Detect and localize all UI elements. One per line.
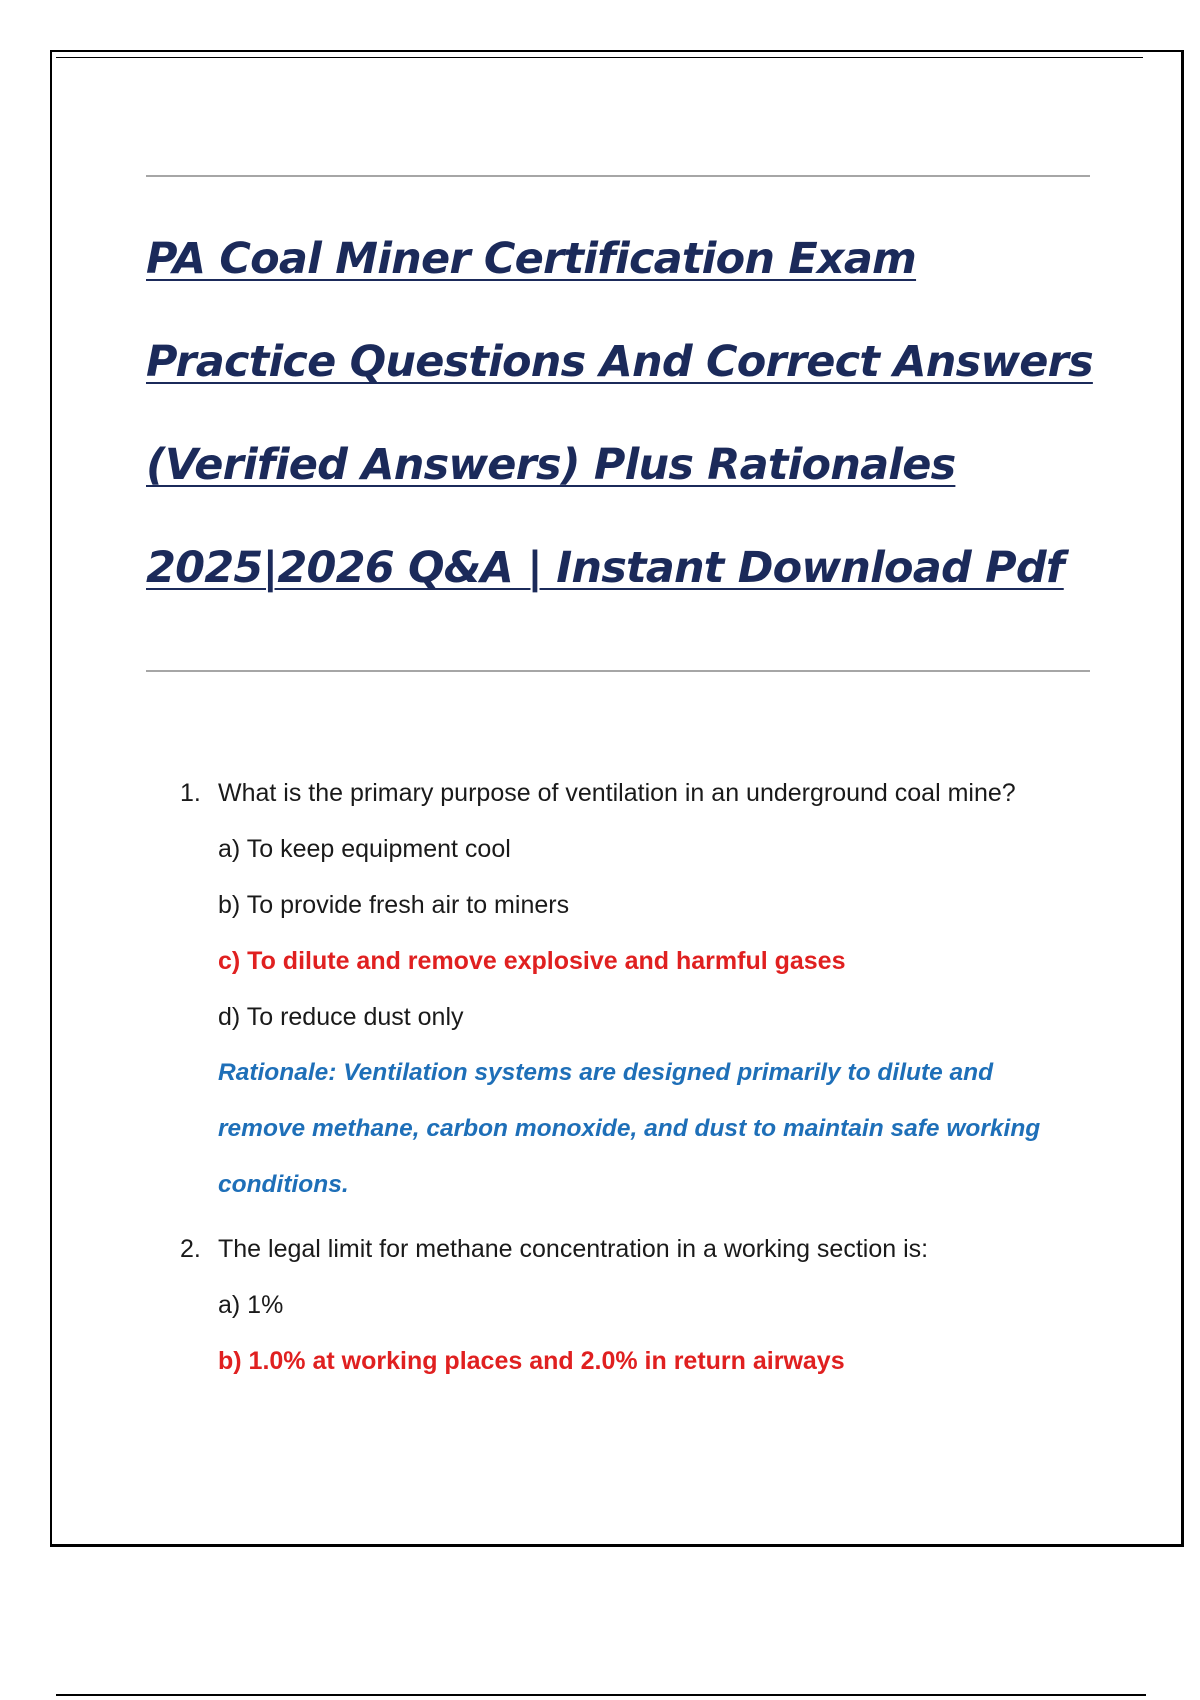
title-line-2: Practice Questions And Correct Answers <box>146 337 1093 387</box>
option-b: b) To provide fresh air to miners <box>218 891 570 919</box>
option-d: d) To reduce dust only <box>218 1003 464 1031</box>
next-page-border <box>56 1694 1146 1696</box>
option-b-correct: b) 1.0% at working places and 2.0% in return airways <box>218 1347 845 1375</box>
question-text: The legal limit for methane concentration in a working section is: <box>218 1235 929 1263</box>
question-1 <box>180 765 1080 1213</box>
title-line-3: (Verified Answers) Plus Rationales <box>146 440 956 490</box>
option-a: a) To keep equipment cool <box>218 835 511 863</box>
option-a: a) 1% <box>218 1291 284 1319</box>
question-text: What is the primary purpose of ventilation in an underground coal mine? <box>218 779 1016 807</box>
question-number: 2. <box>180 1235 201 1263</box>
title-line-4: 2025|2026 Q&A | Instant Download Pdf <box>146 543 1064 593</box>
page-border-inner-line <box>56 57 1143 58</box>
document-title <box>146 208 1106 620</box>
title-bottom-rule <box>146 670 1090 672</box>
question-2 <box>180 1221 1080 1389</box>
title-line-1: PA Coal Miner Certification Exam <box>146 234 917 284</box>
question-number: 1. <box>180 779 201 807</box>
title-top-rule <box>146 175 1090 177</box>
rationale: Rationale: Ventilation systems are designed primarily to dilute and remove methane, carbon monoxide, and dust to maintain safe working conditions. <box>218 1059 1041 1198</box>
question-list <box>180 765 1080 1389</box>
option-c-correct: c) To dilute and remove explosive and harmful gases <box>218 947 846 975</box>
